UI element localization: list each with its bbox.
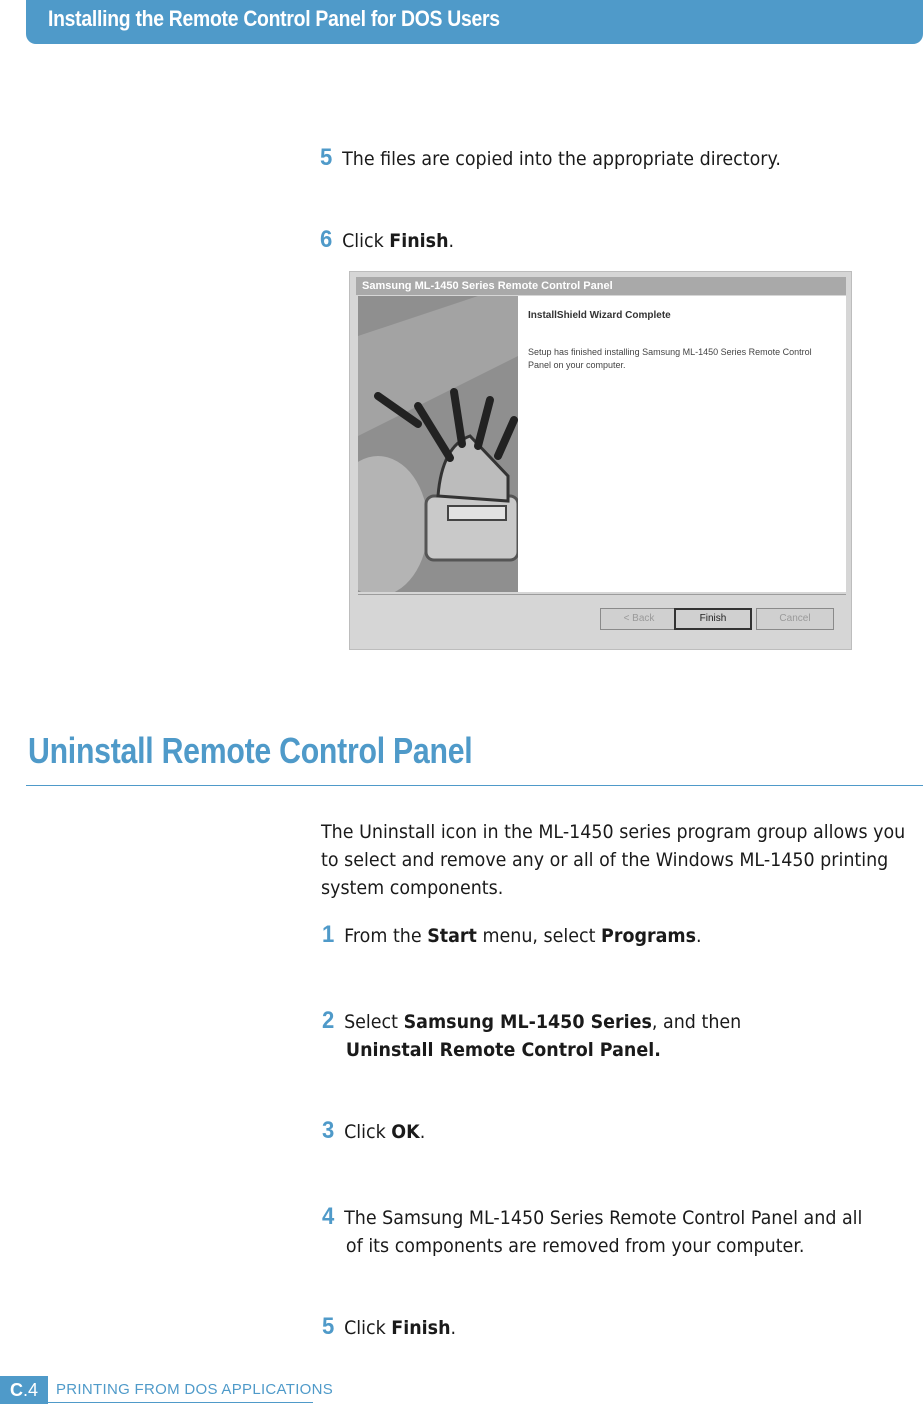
step-text: From the <box>344 925 428 947</box>
uninstall-step-3 <box>322 1117 425 1146</box>
step-text: The Samsung ML-1450 Series Remote Control Panel and all <box>344 1207 863 1229</box>
wizard-art-image <box>358 296 518 592</box>
step-bold: Samsung ML-1450 Series <box>403 1011 652 1033</box>
uninstall-step-5 <box>322 1313 456 1342</box>
step-text-end: . <box>696 925 702 947</box>
uninstall-intro: The Uninstall icon in the ML-1450 series program group allows you to select and remove any or all of the Windows ML-1450 printing system components. <box>321 821 906 899</box>
step-text-end: . <box>448 230 455 252</box>
back-button[interactable]: < Back <box>600 608 678 630</box>
dialog-title: Samsung ML-1450 Series Remote Control Panel <box>356 277 846 295</box>
install-step-5 <box>320 144 781 173</box>
step-text: Click <box>344 1121 392 1143</box>
step-number: 1 <box>322 921 335 948</box>
page-number-badge <box>0 1376 48 1404</box>
step-text: Click <box>342 230 390 252</box>
step-text-end: . <box>419 1121 426 1143</box>
step-text: menu, select <box>476 925 602 947</box>
step-bold: OK <box>391 1121 420 1143</box>
step-text: , and then <box>651 1011 742 1033</box>
cancel-button[interactable]: Cancel <box>756 608 834 630</box>
dialog-message: Setup has finished installing Samsung ML-1450 Series Remote Control Panel on your computer. <box>528 347 812 370</box>
step-number: 2 <box>322 1007 335 1034</box>
wizard-complete-screenshot <box>349 271 852 650</box>
uninstall-step-4 <box>322 1203 862 1260</box>
step-text-end: . <box>450 1317 457 1339</box>
step-bold: Programs <box>601 925 697 947</box>
step-text: Click <box>344 1317 392 1339</box>
step-bold: Finish <box>391 1317 451 1339</box>
step-bold-line2: Uninstall Remote Control Panel. <box>345 1039 661 1061</box>
step-number: 3 <box>322 1117 335 1144</box>
printer-illustration-icon <box>358 296 518 592</box>
install-step-6 <box>320 226 454 255</box>
dialog-heading: InstallShield Wizard Complete <box>528 310 671 321</box>
uninstall-step-2 <box>322 1007 741 1064</box>
step-number: 4 <box>322 1203 335 1230</box>
step-number: 5 <box>322 1313 335 1340</box>
finish-button[interactable]: Finish <box>674 608 752 630</box>
section-divider <box>26 785 923 786</box>
step-bold: Start <box>427 925 477 947</box>
uninstall-step-1 <box>322 921 702 950</box>
step-number: 6 <box>320 226 333 253</box>
footer-rule <box>48 1402 313 1403</box>
page-prefix: C <box>9 1380 23 1400</box>
section-title: Uninstall Remote Control Panel <box>28 730 473 771</box>
step-text: Select <box>344 1011 404 1033</box>
dialog-body <box>518 296 846 592</box>
step-text-line2: of its components are removed from your computer. <box>345 1235 805 1257</box>
page-suffix: .4 <box>22 1380 38 1400</box>
step-bold: Finish <box>389 230 449 252</box>
dialog-separator <box>358 594 846 595</box>
step-number: 5 <box>320 144 333 171</box>
chapter-label: PRINTING FROM DOS APPLICATIONS <box>56 1381 334 1398</box>
header-title: Installing the Remote Control Panel for DOS Users <box>48 6 500 31</box>
step-text: The files are copied into the appropriate directory. <box>342 148 781 170</box>
